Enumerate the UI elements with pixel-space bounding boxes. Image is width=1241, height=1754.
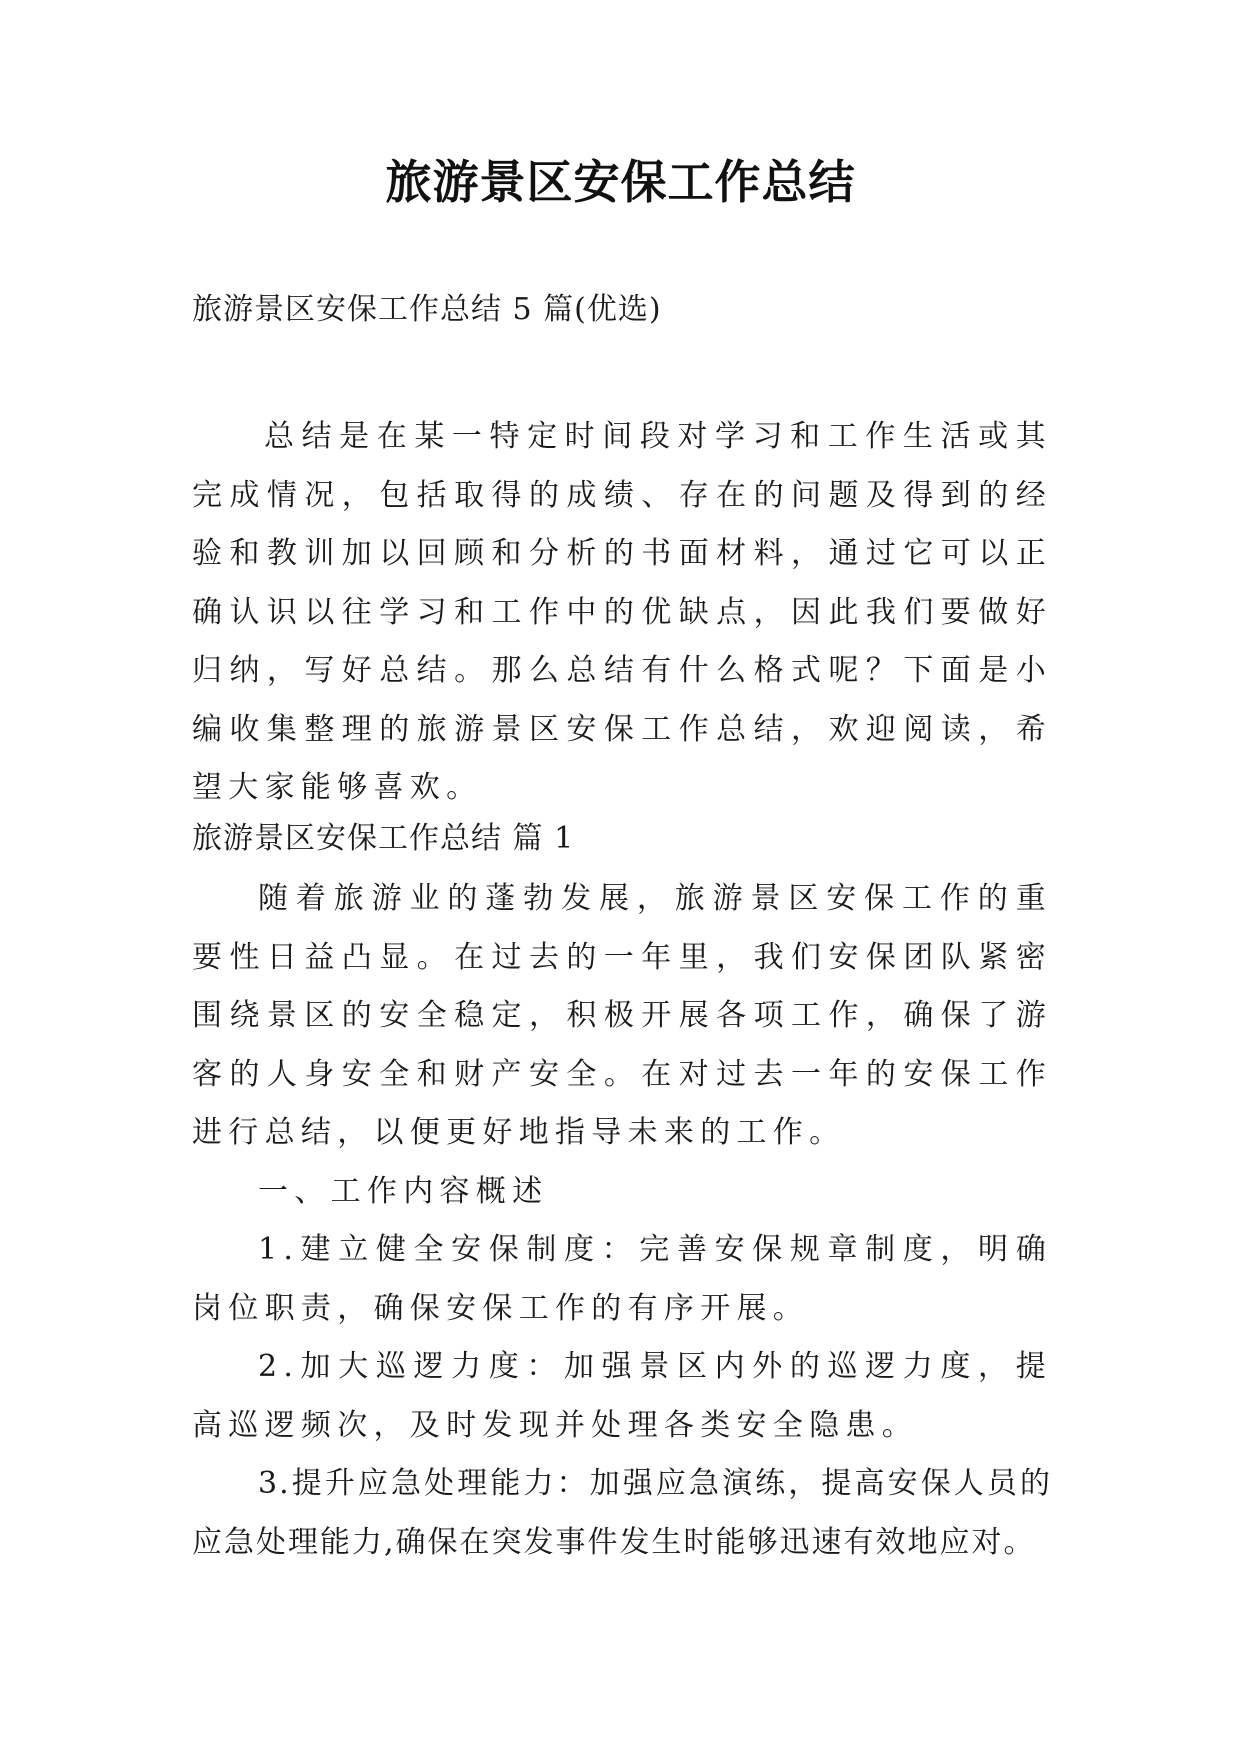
list-item: 3.提升应急处理能力：加强应急演练，提高安保人员的应急处理能力,确保在突发事件发生时能够迅速有效地应对。 <box>192 1466 1052 1560</box>
subsection-heading: 一、工作内容概述 <box>258 1173 549 1209</box>
document-subtitle: 旅游景区安保工作总结 5 篇(优选) <box>192 292 662 327</box>
intro-paragraph: 总结是在某一特定时间段对学习和工作生活或其完成情况，包括取得的成绩、存在的问题及得到的经验和教训加以回顾和分析的书面材料，通过它可以正确认识以往学习和工作中的优缺点，因此我们要做好归纳，写好总结。那么总结有什么格式呢？下面是小编收集整理的旅游景区安保工作总结，欢迎阅读，希望大家能够喜欢。 <box>192 419 1052 805</box>
body-paragraph: 随着旅游业的蓬勃发展，旅游景区安保工作的重要性日益凸显。在过去的一年里，我们安保团队紧密围绕景区的安全稳定，积极开展各项工作，确保了游客的人身安全和财产安全。在对过去一年的安保工作进行总结，以便更好地指导未来的工作。 <box>192 881 1052 1150</box>
list-item: 2.加大巡逻力度：加强景区内外的巡逻力度，提高巡逻频次，及时发现并处理各类安全隐患。 <box>192 1349 1052 1443</box>
section-body <box>192 870 1052 1572</box>
list-item: 1.建立健全安保制度：完善安保规章制度，明确岗位职责，确保安保工作的有序开展。 <box>192 1232 1052 1326</box>
section-heading: 旅游景区安保工作总结 篇 1 <box>192 821 575 856</box>
document-title: 旅游景区安保工作总结 <box>385 155 856 209</box>
